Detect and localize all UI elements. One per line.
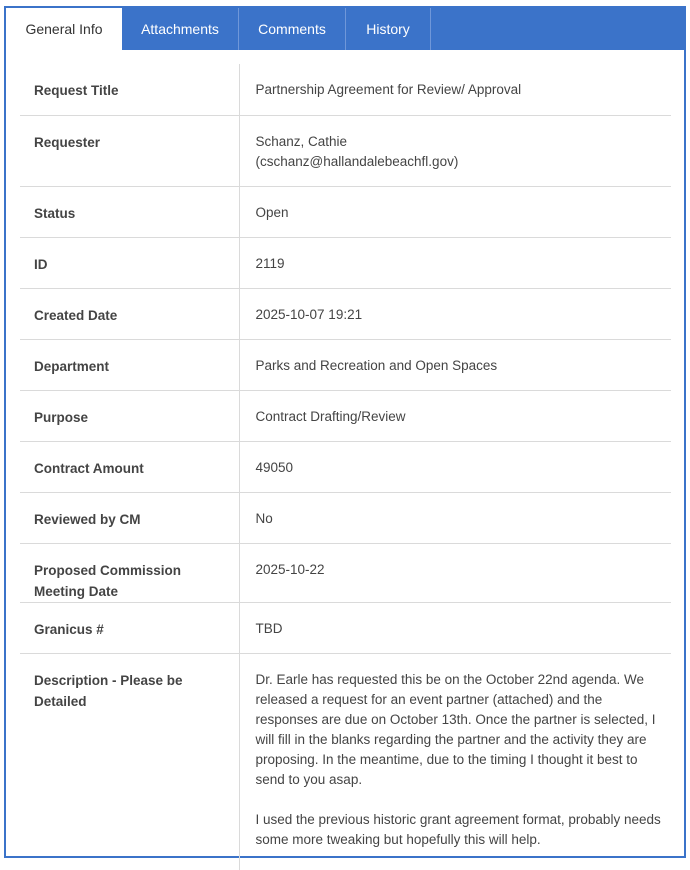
field-label: Request Title: [20, 64, 239, 115]
contract-amount-value: 49050: [255, 459, 294, 475]
field-label: Description - Please be Detailed: [20, 653, 239, 870]
row-granicus: [20, 602, 671, 653]
details-table: [20, 64, 671, 870]
row-description: [20, 653, 671, 870]
row-reviewed-by-cm: [20, 492, 671, 543]
row-proposed-meeting-date: [20, 543, 671, 602]
granicus-value: TBD: [255, 620, 283, 636]
department-value: Parks and Recreation and Open Spaces: [255, 357, 498, 373]
request-title-value: Partnership Agreement for Review/ Approval: [255, 82, 522, 97]
reviewed-by-cm-value: No: [255, 510, 273, 526]
row-request-title: [20, 64, 671, 115]
proposed-meeting-date-value: 2025-10-22: [255, 561, 325, 577]
tab-bar: [6, 8, 684, 50]
description-paragraph: Dr. Earle has requested this be on the October 22nd agenda. We released a request for an event partner (attached) and the responses are due on October 13th. Once the partner is selected, I will fill in the blanks regarding the partner and the activity they are proposing. In the meantime, due to the timing I thought it best to send to you asap.: [255, 671, 656, 787]
requester-value: [239, 115, 671, 186]
purpose-value: Contract Drafting/Review: [255, 408, 406, 424]
row-purpose: [20, 390, 671, 441]
created-date-value: 2025-10-07 19:21: [255, 306, 363, 322]
request-details-panel: [4, 6, 686, 858]
field-label: ID: [20, 237, 239, 288]
field-label: Proposed Commission Meeting Date: [20, 543, 239, 602]
id-value: 2119: [255, 255, 285, 271]
field-label: Requester: [20, 115, 239, 186]
description-value: [239, 653, 671, 870]
general-info-content: [20, 64, 670, 870]
field-label: Contract Amount: [20, 441, 239, 492]
row-created-date: [20, 288, 671, 339]
field-label: Status: [20, 186, 239, 237]
status-value: Open: [255, 204, 289, 220]
row-requester: [20, 115, 671, 186]
row-contract-amount: [20, 441, 671, 492]
tab-attachments[interactable]: Attachments: [122, 8, 239, 50]
row-id: [20, 237, 671, 288]
field-label: Department: [20, 339, 239, 390]
requester-name: Schanz, Cathie: [255, 133, 348, 149]
tab-general-info[interactable]: General Info: [6, 8, 122, 50]
field-label: Purpose: [20, 390, 239, 441]
field-label: Created Date: [20, 288, 239, 339]
requester-email: (cschanz@hallandalebeachfl.gov): [255, 153, 459, 169]
description-paragraph: I used the previous historic grant agreement format, probably needs some more tweaking but hopefully this will help.: [255, 811, 661, 847]
row-department: [20, 339, 671, 390]
row-status: [20, 186, 671, 237]
tab-history[interactable]: History: [346, 8, 431, 50]
field-label: Reviewed by CM: [20, 492, 239, 543]
field-label: Granicus #: [20, 602, 239, 653]
tab-comments[interactable]: Comments: [239, 8, 346, 50]
